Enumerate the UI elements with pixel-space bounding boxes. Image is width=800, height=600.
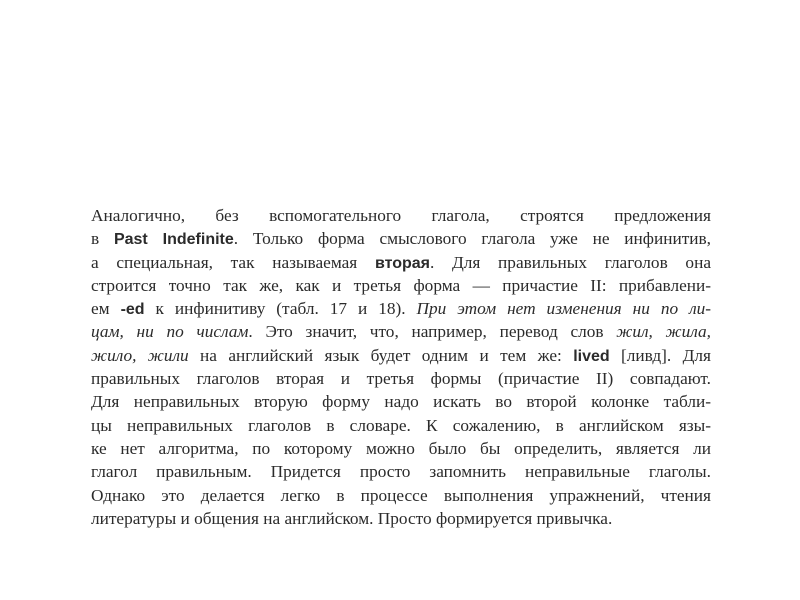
line-text: ем (91, 299, 121, 319)
line-text: [ливд]. Для (609, 345, 711, 365)
line-text: . Это значит, что, например, перевод слов (248, 322, 617, 342)
text-line (91, 460, 711, 483)
line-text: Для неправильных вторую форму надо искать во второй колонке табли- (91, 392, 711, 412)
line-text: строится точно так же, как и третья форма — причастие II: прибавлени- (91, 275, 711, 295)
text-line (91, 414, 711, 437)
text-line (91, 204, 711, 227)
text-line (91, 390, 711, 413)
line-text: Аналогично, без вспомогательного глагола, строятся предложения (91, 206, 711, 225)
line-text: глагол правильным. Придется просто запомнить неправильные глаголы. (91, 462, 711, 482)
line-text: ке нет алгоритма, по которому можно было бы определить, является ли (91, 438, 711, 458)
text-line (91, 274, 711, 297)
text-line (91, 507, 711, 530)
line-text: литературы и общения на английском. Просто формируется привычка. (91, 508, 613, 528)
line-text: . Только форма смыслового глагола уже не инфинитив, (233, 229, 712, 249)
bold-term: lived (573, 347, 610, 365)
bold-term: вторая (374, 254, 430, 272)
italic-text: При этом нет изменения ни по ли- (416, 299, 711, 319)
line-text: правильных глаголов вторая и третья формы (причастие II) совпадают. (91, 369, 711, 389)
line-text: Однако это делается легко в процессе выполнения упражнений, чтения (91, 485, 711, 505)
text-line (91, 367, 711, 390)
line-text: в (91, 229, 114, 249)
text-line (91, 484, 711, 507)
italic-text: цам, ни по числам (91, 322, 249, 342)
line-text: а специальная, так называемая (91, 252, 375, 272)
text-line (91, 437, 711, 460)
line-text: цы неправильных глаголов в словаре. К сожалению, в английском язы- (91, 415, 711, 435)
bold-term: -ed (120, 301, 145, 319)
text-line (91, 297, 711, 320)
body-paragraph (91, 204, 711, 530)
italic-text: жил, жила, (616, 322, 711, 342)
line-text: на английский язык будет одним и тем же: (188, 345, 574, 365)
bold-term: Past Indefinite (113, 231, 234, 249)
text-line (91, 344, 711, 367)
text-line (91, 251, 711, 274)
text-line (91, 320, 711, 343)
line-text: к инфинитиву (табл. 17 и 18). (144, 299, 417, 319)
italic-text: жило, жили (91, 345, 189, 365)
line-text: . Для правильных глаголов она (429, 252, 711, 272)
text-line (91, 227, 711, 250)
